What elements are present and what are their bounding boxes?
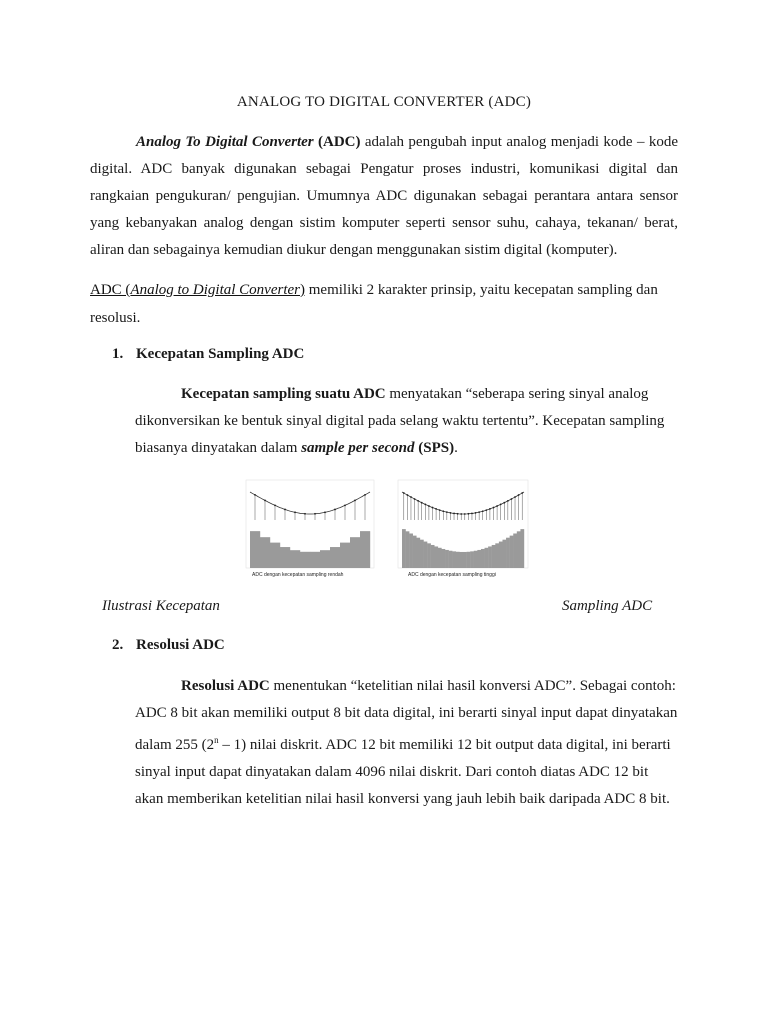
quantized-bar (330, 547, 340, 568)
figure-label-left: ADC dengan kecepatan sampling rendah (252, 572, 344, 578)
sample-point (450, 512, 452, 514)
link-prefix: ADC ( (90, 282, 131, 298)
sample-point (274, 504, 276, 506)
sample-point (478, 511, 480, 513)
quantized-bar (470, 551, 474, 568)
section2-text2: – 1) nilai diskrit. ADC 12 bit memiliki 12 bit output data digital, ini berarti sinyal input dapat dinyatakan dalam 4096 nilai diskrit. Dari contoh diatas ADC 12 bit akan memberikan ketelitian nilai hasil konversi yang jauh lebih baik daripada ADC 8 bit. (135, 737, 671, 807)
quantized-bar (360, 531, 370, 568)
quantized-bar (406, 531, 410, 568)
quantized-bar (427, 543, 431, 568)
caption-right: Sampling ADC (562, 598, 653, 614)
sample-point (457, 513, 459, 515)
quantized-bar (459, 552, 463, 568)
sample-point (511, 498, 513, 500)
sample-point (435, 508, 437, 510)
quantized-bar (499, 542, 503, 568)
section1-paragraph (135, 381, 680, 462)
quantized-bar (513, 533, 517, 568)
sample-point (264, 500, 266, 502)
section2-paragraph (135, 673, 680, 813)
sample-point (475, 512, 477, 514)
quantized-bar (481, 549, 485, 568)
sample-point (439, 509, 441, 511)
sample-point (489, 508, 491, 510)
figure-label-right: ADC dengan kecepatan sampling tinggi (408, 572, 496, 578)
intro-paragraph (90, 129, 678, 264)
quantized-bar (340, 543, 350, 568)
sample-point (284, 509, 286, 511)
quantized-bar (456, 552, 460, 568)
section1-number: 1. (112, 346, 124, 362)
intro-text: adalah pengubah input analog menjadi kode – kode digital. ADC banyak digunakan sebagai Pengatur proses industri, komunikasi digital dan rangkaian pengukuran/ pengujian. Umumnya ADC digunakan sebagai perantara antara sensor yang kebanyakan analog dengan sistim komputer seperti sensor suhu, cahaya, tekanan/ berat, aliran dan sebagainya kemudian diukur dengan menggunakan sistim digital (komputer). (90, 134, 678, 258)
sample-point (482, 510, 484, 512)
sample-point (364, 494, 366, 496)
quantized-bar (449, 551, 453, 568)
quantized-bar (310, 552, 320, 568)
sample-point (507, 500, 509, 502)
quantized-bar (434, 546, 438, 568)
sample-point (493, 507, 495, 509)
section1-unit: (SPS) (414, 440, 455, 456)
sample-point (324, 511, 326, 513)
section1-bold-lead: Kecepatan sampling suatu ADC (181, 386, 386, 402)
quantized-bar (320, 550, 330, 568)
page-title: ANALOG TO DIGITAL CONVERTER (ADC) (236, 94, 532, 110)
quantized-bar (416, 538, 420, 568)
sample-point (334, 509, 336, 511)
quantized-bar (290, 550, 300, 568)
sample-point (500, 504, 502, 506)
sample-point (432, 507, 434, 509)
sample-point (471, 513, 473, 515)
caption-left: Ilustrasi Kecepatan (102, 598, 220, 614)
section2-heading (112, 637, 225, 654)
quantized-bar (495, 543, 499, 568)
quantized-bar (424, 542, 428, 568)
quantized-bar (506, 538, 510, 568)
intro-term: Analog To Digital Converter (136, 134, 314, 150)
sample-point (503, 502, 505, 504)
section1-text: menyatakan “seberapa sering sinyal analog dikonversikan ke bentuk sinyal digital pada selang waktu tertentu”. Kecepatan sampling biasanya dinyatakan dalam (135, 386, 665, 456)
sample-point (414, 498, 416, 500)
sample-point (514, 496, 516, 498)
section1-heading (112, 346, 304, 363)
quantized-bar (260, 537, 270, 568)
section1-title: Kecepatan Sampling ADC (136, 346, 305, 362)
section1-emphasis: sample per second (301, 440, 415, 456)
adc-link[interactable] (90, 282, 305, 298)
intro-abbr: (ADC) (318, 134, 361, 150)
quantized-bar (463, 552, 467, 568)
section2-bold-lead: Resolusi ADC (181, 678, 270, 694)
sample-point (467, 513, 469, 515)
quantized-bar (402, 529, 406, 568)
sample-point (428, 505, 430, 507)
sample-point (410, 496, 412, 498)
sample-point (406, 494, 408, 496)
quantized-bar (520, 529, 524, 568)
section2-text1: menentukan “ketelitian nilai hasil konversi ADC”. Sebagai contoh: ADC 8 bit akan memiliki output 8 bit data digital, ini berarti sinyal input dapat dinyatakan dalam 255 (2 (135, 678, 678, 753)
quantized-bar (502, 540, 506, 568)
quantized-bar (409, 533, 413, 568)
sample-point (304, 513, 306, 515)
quantized-bar (270, 543, 280, 568)
sample-point (254, 494, 256, 496)
sample-point (354, 500, 356, 502)
quantized-bar (250, 531, 260, 568)
sampling-illustration (244, 478, 530, 582)
quantized-bar (441, 549, 445, 568)
section2-sup: n (214, 735, 219, 745)
low-sampling-panel (246, 480, 374, 568)
section2-number: 2. (112, 637, 124, 653)
quantized-bar (474, 551, 478, 568)
sample-point (453, 513, 455, 515)
section1-end: . (454, 440, 458, 456)
sample-point (421, 502, 423, 504)
sample-point (314, 513, 316, 515)
sample-point (518, 494, 520, 496)
quantized-bar (350, 537, 360, 568)
section2-title: Resolusi ADC (136, 637, 225, 653)
sample-point (344, 504, 346, 506)
characteristics-text: memiliki 2 karakter prinsip, yaitu kecepatan sampling dan resolusi. (90, 282, 658, 326)
high-sampling-panel (398, 480, 528, 568)
quantized-bar (488, 546, 492, 568)
sampling-figure (244, 478, 530, 582)
quantized-bar (485, 548, 489, 568)
sample-point (464, 513, 466, 515)
quantized-bar (300, 552, 310, 568)
quantized-bar (452, 551, 456, 568)
quantized-bar (477, 550, 481, 568)
link-italic: Analog to Digital Converter (130, 282, 300, 298)
quantized-bar (510, 536, 514, 568)
quantized-bar (280, 547, 290, 568)
quantized-bar (445, 550, 449, 568)
quantized-bar (431, 545, 435, 568)
link-suffix: ) (300, 282, 305, 298)
sample-point (521, 492, 523, 494)
sample-point (403, 492, 405, 494)
quantized-bar (467, 552, 471, 568)
sample-point (460, 513, 462, 515)
sample-point (442, 510, 444, 512)
sample-point (485, 509, 487, 511)
sample-point (446, 511, 448, 513)
sample-point (294, 511, 296, 513)
sample-point (417, 500, 419, 502)
quantized-bar (517, 531, 521, 568)
quantized-bar (413, 536, 417, 568)
quantized-bar (438, 548, 442, 568)
sample-point (424, 504, 426, 506)
quantized-bar (492, 545, 496, 568)
quantized-bar (420, 540, 424, 568)
characteristics-paragraph (90, 276, 678, 332)
sample-point (496, 505, 498, 507)
